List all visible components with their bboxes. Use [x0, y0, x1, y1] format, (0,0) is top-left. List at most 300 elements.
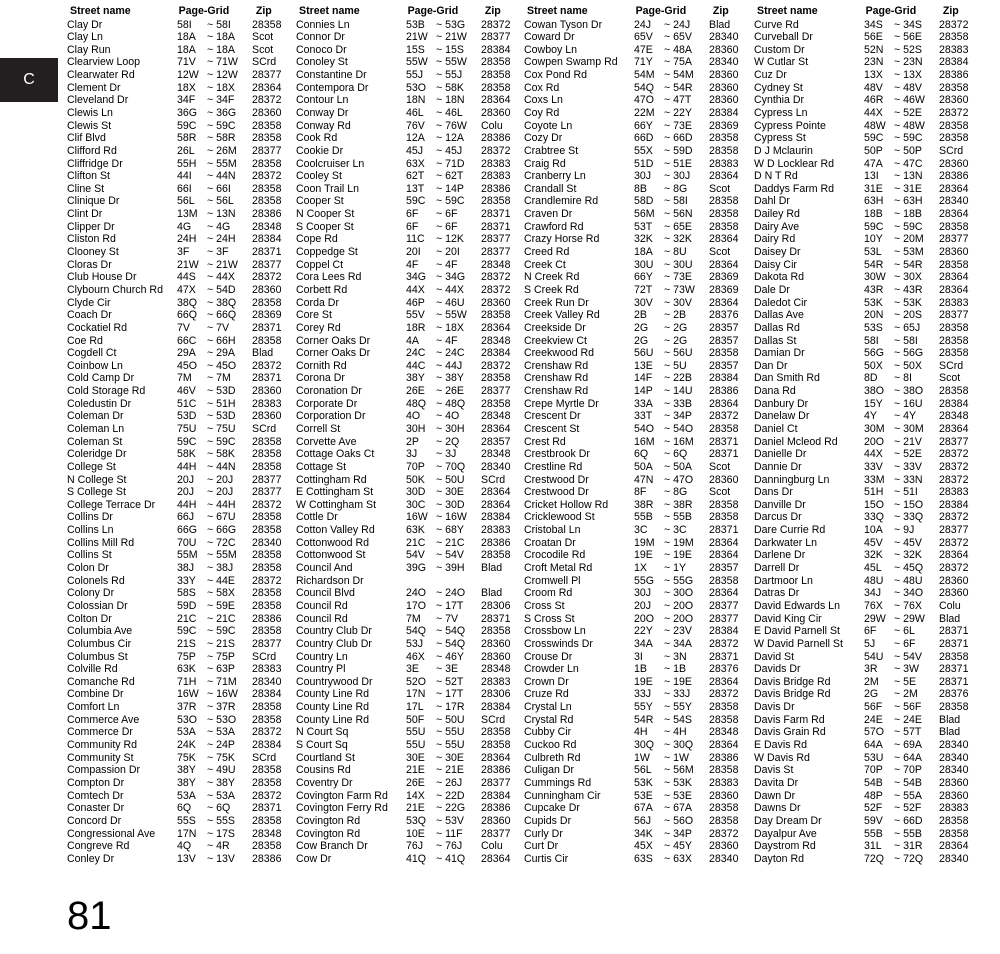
- zip-code: 28358: [709, 498, 739, 511]
- grid-start: 55Y: [634, 701, 653, 714]
- grid-start: 14P: [634, 385, 653, 398]
- street-name: Cotton Valley Rd: [296, 524, 375, 537]
- grid-start: 3C: [634, 524, 648, 537]
- zip-code: Scot: [252, 43, 274, 56]
- street-name: Dairy Rd: [754, 233, 796, 246]
- zip-code: 28372: [939, 18, 969, 31]
- zip-code: 28376: [709, 309, 739, 322]
- street-name: W Davis Rd: [754, 751, 810, 764]
- zip-code: 28377: [939, 435, 969, 448]
- street-name: Crazy Horse Rd: [524, 233, 600, 246]
- street-name: Colton Dr: [67, 612, 112, 625]
- grid-start: 55W: [406, 56, 428, 69]
- grid-start: 55U: [406, 739, 426, 752]
- grid-start: 12W: [177, 69, 199, 82]
- street-name: Commerce Dr: [67, 726, 133, 739]
- grid-end: ~ 59C: [207, 119, 236, 132]
- grid-end: ~ 66I: [207, 182, 231, 195]
- grid-end: ~ 17S: [207, 827, 235, 840]
- grid-start: 7V: [177, 321, 190, 334]
- street-entry: [754, 31, 982, 44]
- street-name: Cozy Dr: [524, 132, 563, 145]
- street-entry: [296, 524, 524, 537]
- zip-code: 28360: [481, 296, 511, 309]
- grid-start: 55X: [634, 144, 653, 157]
- street-name: Datras Dr: [754, 587, 800, 600]
- zip-code: 28377: [939, 524, 969, 537]
- grid-start: 63K: [406, 524, 425, 537]
- grid-end: ~ 54O: [664, 423, 694, 435]
- street-name: Covington Rd: [296, 814, 361, 827]
- grid-end: ~ 14U: [664, 385, 693, 398]
- zip-code: 28372: [252, 94, 282, 107]
- street-name: Corner Oaks Dr: [296, 334, 371, 347]
- street-entry: [67, 739, 295, 752]
- grid-end: [436, 575, 481, 588]
- grid-end: ~ 24P: [207, 739, 235, 752]
- street-name: Council And: [296, 562, 353, 575]
- street-entry: [754, 158, 982, 171]
- zip-code: 28358: [252, 334, 282, 347]
- grid-end: ~ 54B: [894, 776, 922, 789]
- grid-start: 19E: [634, 549, 653, 562]
- zip-code: 28384: [481, 347, 511, 360]
- grid-start: 21S: [177, 637, 196, 650]
- grid-end: ~ 76W: [436, 119, 467, 132]
- zip-code: 28358: [252, 549, 282, 562]
- street-name-header: Street name: [757, 5, 818, 17]
- street-name: Collins Ln: [67, 524, 114, 537]
- street-entry: [296, 309, 524, 322]
- grid-end: ~ 55W: [436, 56, 467, 69]
- street-entry: [296, 221, 524, 234]
- street-name: Conway Rd: [296, 119, 351, 132]
- street-entry: [67, 486, 295, 499]
- street-entry: [67, 246, 295, 259]
- street-entry: [296, 347, 524, 360]
- grid-end: ~ 30X: [894, 271, 922, 284]
- grid-end: ~ 17T: [436, 688, 464, 701]
- street-name: Crystal Ln: [524, 701, 572, 714]
- zip-code: 28372: [481, 271, 511, 284]
- grid-end: ~ 7V: [436, 612, 459, 625]
- street-entry: [67, 107, 295, 120]
- street-name: Cook Rd: [296, 132, 338, 145]
- street-entry: [754, 815, 982, 828]
- street-entry: [524, 549, 752, 562]
- zip-code: 28386: [939, 170, 969, 183]
- grid-start: 59C: [177, 119, 197, 132]
- grid-end: ~ 38Y: [207, 776, 235, 789]
- street-entry: [296, 44, 524, 57]
- index-column: [754, 4, 982, 865]
- grid-start: 58K: [177, 448, 196, 461]
- zip-code: 28358: [252, 840, 282, 853]
- zip-code: 28377: [252, 258, 282, 271]
- zip-code: 28358: [939, 220, 969, 233]
- street-name: Cricklewood St: [524, 511, 595, 524]
- street-entry: [754, 271, 982, 284]
- zip-code: 28358: [481, 372, 511, 385]
- street-entry: [296, 246, 524, 259]
- street-name: Colonels Rd: [67, 574, 125, 587]
- grid-end: ~ 34O: [894, 587, 924, 600]
- grid-end: ~ 4O: [436, 410, 460, 423]
- zip-code: 28340: [939, 195, 969, 208]
- street-name: Clinique Dr: [67, 195, 120, 208]
- grid-start: 50P: [864, 144, 883, 157]
- zip-code: 28360: [481, 814, 511, 827]
- grid-end: ~ 3E: [436, 663, 459, 676]
- grid-start: 44I: [177, 170, 192, 183]
- street-name: Davis Bridge Rd: [754, 675, 831, 688]
- street-entry: [754, 132, 982, 145]
- grid-start: 56E: [864, 31, 883, 44]
- zip-code: 28372: [252, 271, 282, 284]
- grid-end: ~ 59C: [894, 220, 923, 233]
- zip-code: 28372: [939, 448, 969, 461]
- grid-start: 22Y: [634, 625, 653, 638]
- zip-code: Scot: [709, 182, 731, 195]
- street-entry: [296, 764, 524, 777]
- grid-start: 6Q: [634, 448, 649, 461]
- zip-code: 28372: [252, 498, 282, 511]
- street-entry: [296, 663, 524, 676]
- street-entry: [524, 613, 752, 626]
- grid-end: ~ 24H: [207, 233, 236, 246]
- street-entry: [296, 208, 524, 221]
- street-entry: [67, 259, 295, 272]
- street-name: Coxs Ln: [524, 94, 563, 107]
- street-name: College St: [67, 460, 116, 473]
- street-entry: [754, 600, 982, 613]
- zip-code: 28386: [481, 764, 511, 777]
- street-name: Dartmoor Ln: [754, 574, 813, 587]
- grid-start: 22M: [634, 106, 655, 119]
- zip-code: 28372: [709, 410, 739, 423]
- zip-code: 28306: [481, 688, 511, 701]
- zip-code: 28360: [709, 840, 739, 853]
- zip-code: 28384: [481, 701, 511, 714]
- grid-end: ~ 71W: [207, 56, 238, 69]
- grid-start: 20J: [177, 486, 195, 499]
- grid-end: ~ 18A: [207, 43, 235, 56]
- zip-code: 28358: [939, 827, 969, 840]
- street-entry: [67, 44, 295, 57]
- street-name: Correll St: [296, 423, 341, 435]
- grid-end: ~ 3W: [894, 663, 920, 676]
- street-name: Colossian Dr: [67, 599, 128, 612]
- zip-code: 28376: [939, 688, 969, 701]
- grid-end: ~ 4Y: [894, 410, 917, 423]
- street-entry: [754, 587, 982, 600]
- street-entry: [296, 802, 524, 815]
- street-name: Clif Blvd: [67, 132, 106, 145]
- street-entry: [296, 145, 524, 158]
- grid-start: 8B: [634, 182, 647, 195]
- grid-end: ~ 56G: [894, 347, 924, 360]
- grid-end: ~ 1Y: [664, 562, 687, 575]
- grid-end: ~ 38Q: [207, 296, 237, 309]
- grid-start: 38O: [864, 385, 885, 398]
- zip-code: 28360: [939, 776, 969, 789]
- street-name: W Cottingham St: [296, 498, 377, 511]
- grid-end: ~ 67A: [664, 802, 692, 815]
- grid-end: ~ 6F: [436, 208, 458, 221]
- street-entry: [754, 372, 982, 385]
- street-entry: [67, 284, 295, 297]
- grid-end: ~ 38Y: [436, 372, 464, 385]
- street-name: Cline St: [67, 182, 105, 195]
- grid-end: ~ 33J: [664, 688, 691, 701]
- zip-code: 28383: [481, 675, 511, 688]
- zip-code: 28348: [481, 258, 511, 271]
- street-name: Danville Dr: [754, 498, 806, 511]
- zip-code: 28358: [709, 144, 739, 157]
- grid-end: ~ 55B: [894, 827, 922, 840]
- grid-end: ~ 6Q: [664, 448, 688, 461]
- grid-end: ~ 17R: [436, 701, 465, 714]
- street-entry: [524, 436, 752, 449]
- street-entry: [296, 271, 524, 284]
- street-entry: [296, 676, 524, 689]
- grid-start: 56U: [634, 347, 654, 360]
- zip-code: Colu: [939, 599, 961, 612]
- street-entry: [296, 562, 524, 575]
- street-name: Coolcruiser Ln: [296, 157, 365, 170]
- street-entry: [754, 436, 982, 449]
- grid-end: ~ 51I: [894, 486, 918, 499]
- grid-end: ~ 49U: [207, 764, 236, 777]
- street-entry: [296, 790, 524, 803]
- grid-end: ~ 37R: [207, 701, 236, 714]
- grid-end: ~ 59E: [207, 599, 235, 612]
- zip-code: 28358: [709, 220, 739, 233]
- grid-start: 56J: [634, 814, 652, 827]
- zip-code: 28348: [709, 726, 739, 739]
- street-entry: [524, 309, 752, 322]
- grid-end: ~ 54M: [664, 69, 694, 82]
- grid-end: ~ 3J: [436, 448, 457, 461]
- street-entry: [754, 764, 982, 777]
- street-name: W David Parnell St: [754, 637, 843, 650]
- grid-start: 21E: [406, 802, 425, 815]
- zip-code: 28372: [709, 688, 739, 701]
- zip-code: 28348: [481, 334, 511, 347]
- street-name: Cox Rd: [524, 81, 560, 94]
- street-name: Cope Rd: [296, 233, 338, 246]
- street-entry: [524, 524, 752, 537]
- grid-start: 44X: [864, 448, 883, 461]
- zip-code: 28348: [252, 220, 282, 233]
- grid-end: ~ 38R: [664, 498, 693, 511]
- street-name: Conoco Dr: [296, 43, 347, 56]
- street-entry: [296, 461, 524, 474]
- grid-start: 44H: [177, 460, 197, 473]
- grid-end: ~ 19M: [664, 536, 694, 549]
- street-entry: [754, 309, 982, 322]
- street-name: Crescent Dr: [524, 410, 581, 423]
- street-name: Davita Dr: [754, 776, 799, 789]
- street-entry: [296, 56, 524, 69]
- grid-start: 59C: [864, 220, 884, 233]
- grid-start: 54Q: [406, 625, 427, 638]
- zip-code: 28358: [939, 650, 969, 663]
- street-entry: [67, 309, 295, 322]
- street-name: Cogdell Ct: [67, 347, 117, 360]
- street-name: Dailey Rd: [754, 208, 800, 221]
- street-entry: [754, 575, 982, 588]
- zip-code: 28360: [939, 587, 969, 600]
- street-entry: [524, 461, 752, 474]
- grid-end: ~ 13N: [207, 208, 236, 221]
- street-name: Corner Oaks Dr: [296, 347, 371, 360]
- grid-start: 2G: [864, 688, 879, 701]
- grid-start: 59C: [864, 132, 884, 145]
- street-entry: [524, 828, 752, 841]
- street-name: Club House Dr: [67, 271, 137, 284]
- street-name: Clewis St: [67, 119, 112, 132]
- street-name: Cubby Cir: [524, 726, 572, 739]
- street-name: Comfort Ln: [67, 701, 120, 714]
- street-entry: [67, 322, 295, 335]
- grid-start: 53K: [864, 296, 883, 309]
- zip-code: 28383: [481, 157, 511, 170]
- street-entry: [67, 183, 295, 196]
- grid-end: ~ 56N: [664, 208, 693, 221]
- grid-end: ~ 54D: [207, 283, 236, 296]
- street-entry: [754, 676, 982, 689]
- zip-code: 28372: [481, 359, 511, 372]
- zip-code: 28383: [939, 802, 969, 815]
- street-entry: [296, 701, 524, 714]
- grid-start: 24K: [177, 739, 196, 752]
- street-entry: [754, 499, 982, 512]
- zip-code: 28364: [709, 233, 739, 246]
- street-entry: [67, 638, 295, 651]
- street-name: Dare Currie Rd: [754, 524, 826, 537]
- zip-code: 28340: [481, 460, 511, 473]
- street-name: Crestline Rd: [524, 460, 583, 473]
- grid-start: 10A: [864, 524, 883, 537]
- street-name: Dawns Dr: [754, 802, 801, 815]
- zip-code: 28364: [709, 549, 739, 562]
- street-name: Concord Dr: [67, 814, 122, 827]
- street-entry: [296, 120, 524, 133]
- grid-end: ~ 5E: [894, 675, 917, 688]
- grid-end: ~ 34A: [664, 637, 692, 650]
- grid-end: ~ 52E: [894, 448, 922, 461]
- street-entry: [296, 82, 524, 95]
- grid-start: 8F: [634, 486, 647, 499]
- street-name: Davis Grain Rd: [754, 726, 826, 739]
- zip-code: 28340: [252, 675, 282, 688]
- zip-code: 28377: [939, 233, 969, 246]
- grid-end: ~ 54Q: [436, 625, 466, 638]
- zip-code: Blad: [939, 726, 961, 739]
- grid-end: ~ 46Y: [436, 650, 464, 663]
- zip-code: 28372: [481, 18, 511, 31]
- grid-end: ~ 54V: [894, 650, 922, 663]
- street-entry: [524, 195, 752, 208]
- street-entry: [524, 840, 752, 853]
- zip-code: 28364: [939, 283, 969, 296]
- street-name: Cox Pond Rd: [524, 69, 588, 82]
- zip-code: 28358: [481, 309, 511, 322]
- zip-code: 28357: [709, 562, 739, 575]
- street-entry: [524, 726, 752, 739]
- grid-start: 19E: [634, 675, 653, 688]
- zip-code: 28360: [939, 94, 969, 107]
- grid-start: 50A: [634, 460, 653, 473]
- grid-end: ~ 6Q: [207, 802, 231, 815]
- street-name: Conway Dr: [296, 106, 349, 119]
- grid-start: 12A: [406, 132, 425, 145]
- zip-code: 28384: [252, 233, 282, 246]
- grid-start: 63H: [864, 195, 884, 208]
- street-name: Crouse Dr: [524, 650, 573, 663]
- grid-start: 50K: [406, 473, 425, 486]
- grid-start: 67A: [634, 802, 653, 815]
- grid-end: ~ 53K: [894, 296, 922, 309]
- street-name: Cloras Dr: [67, 258, 112, 271]
- street-name: Daniel Mcleod Rd: [754, 435, 838, 448]
- grid-start: 66C: [177, 334, 197, 347]
- grid-end: ~ 73E: [664, 119, 692, 132]
- street-entry: [67, 82, 295, 95]
- zip-code: 28360: [709, 43, 739, 56]
- grid-end: ~ 58X: [207, 587, 235, 600]
- street-entry: [754, 474, 982, 487]
- street-entry: [67, 398, 295, 411]
- grid-end: ~ 71D: [436, 157, 465, 170]
- grid-end: ~ 6L: [894, 625, 915, 638]
- zip-code: 28364: [481, 498, 511, 511]
- street-name: Cupids Dr: [524, 814, 572, 827]
- street-name: Daisey Dr: [754, 246, 801, 259]
- grid-end: ~ 48A: [664, 43, 692, 56]
- grid-start: 45V: [864, 536, 883, 549]
- grid-start: 53A: [177, 726, 196, 739]
- street-entry: [67, 625, 295, 638]
- grid-end: ~ 45O: [207, 359, 237, 372]
- grid-end: ~ 53O: [207, 713, 237, 726]
- street-entry: [754, 625, 982, 638]
- zip-code: 28364: [481, 423, 511, 435]
- street-name: Dans Dr: [754, 486, 793, 499]
- grid-end: ~ 48V: [894, 81, 922, 94]
- street-entry: [296, 410, 524, 423]
- grid-start: 43R: [864, 283, 884, 296]
- street-entry: [67, 828, 295, 841]
- zip-code: 28371: [939, 675, 969, 688]
- street-entry: [296, 19, 524, 32]
- zip-code: 28360: [939, 157, 969, 170]
- zip-code: 28383: [709, 776, 739, 789]
- zip-code: 28372: [252, 359, 282, 372]
- grid-start: 52O: [406, 675, 427, 688]
- street-entry: [754, 638, 982, 651]
- street-entry: [524, 853, 752, 866]
- grid-end: ~ 59C: [207, 435, 236, 448]
- zip-code: 28358: [252, 448, 282, 461]
- zip-code: 28364: [481, 751, 511, 764]
- grid-end: ~ 59D: [664, 144, 693, 157]
- street-entry: [67, 499, 295, 512]
- street-entry: [754, 385, 982, 398]
- grid-start: 75K: [177, 751, 196, 764]
- grid-end: ~ 4F: [436, 334, 458, 347]
